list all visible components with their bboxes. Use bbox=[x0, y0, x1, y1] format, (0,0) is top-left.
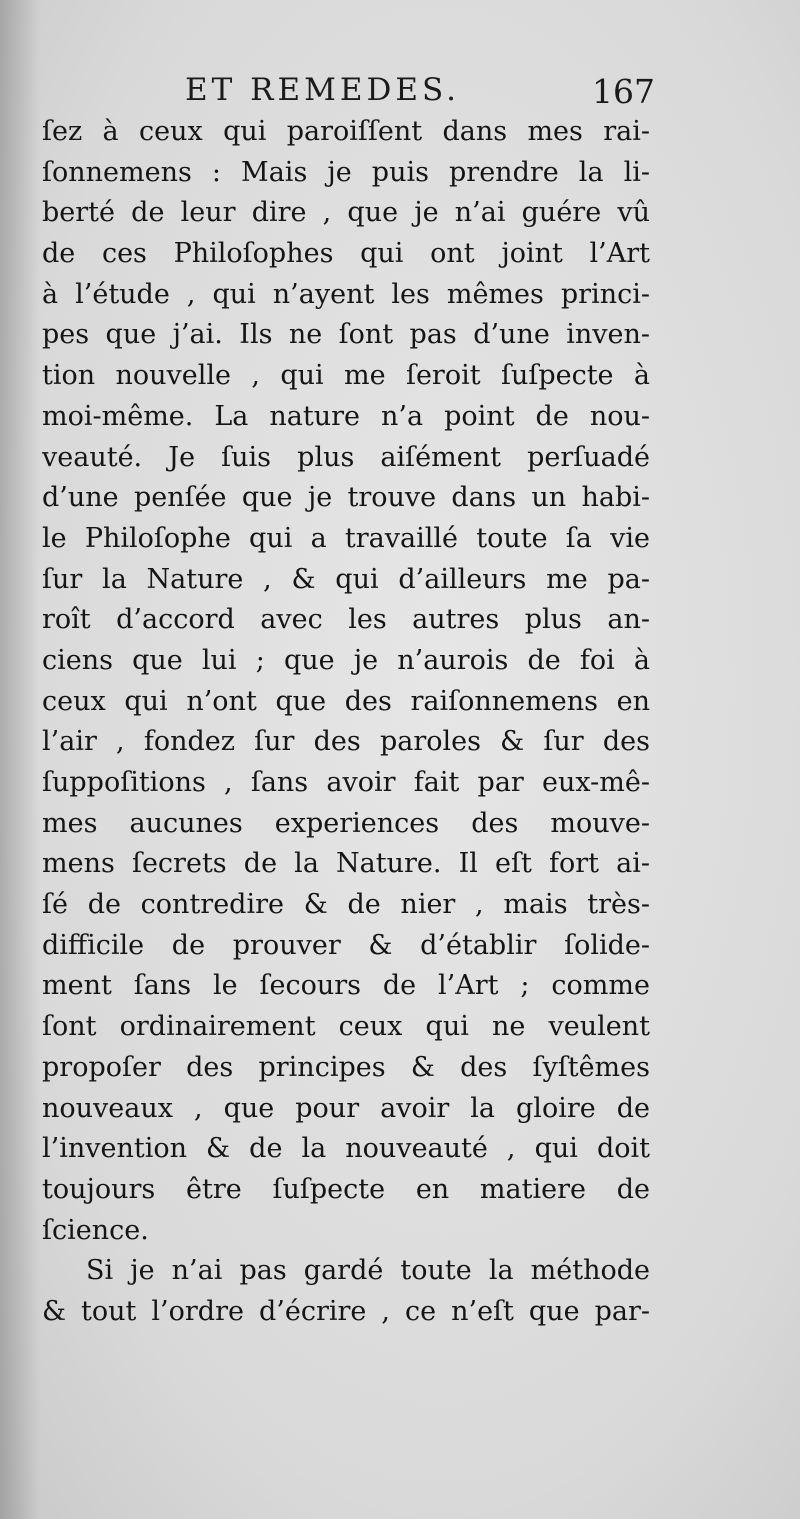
text-line: le Philoſophe qui a travaillé toute ſa vie bbox=[42, 522, 650, 554]
text-line: mes aucunes experiences des mouve- bbox=[42, 807, 650, 839]
text-line: toujours être ſuſpecte en matiere de bbox=[42, 1173, 650, 1205]
text-line: ſuppoſitions , ſans avoir fait par eux-mê- bbox=[42, 767, 650, 798]
text-line: pes que j’ai. Ils ne ſont pas d’une inven- bbox=[42, 319, 650, 351]
text-line: veauté. Je ſuis plus aiſément perſuadé bbox=[42, 441, 650, 473]
text-line: de ces Philoſophes qui ont joint l’Art bbox=[42, 238, 650, 270]
text-line: nouveaux , que pour avoir la gloire de bbox=[42, 1092, 650, 1124]
paragraph-start-line: Si je n’ai pas gardé toute la méthode bbox=[86, 1255, 650, 1287]
text-line: mens ſecrets de la Nature. Il eſt fort ai- bbox=[42, 848, 650, 880]
page-header bbox=[185, 72, 655, 116]
text-line: d’une penſée que je trouve dans un habi- bbox=[42, 482, 650, 514]
text-line: ciens que lui ; que je n’aurois de foi à bbox=[42, 644, 650, 676]
text-line: roît d’accord avec les autres plus an- bbox=[42, 604, 650, 636]
gutter-shadow bbox=[0, 0, 40, 1519]
text-line: difficile de prouver & d’établir ſolide- bbox=[42, 929, 650, 961]
text-line: propoſer des principes & des ſyſtêmes bbox=[42, 1051, 650, 1083]
paragraph-end-line: ſcience. bbox=[42, 1214, 149, 1246]
running-head: ET REMEDES. bbox=[185, 72, 460, 108]
text-line: ſonnemens : Mais je puis prendre la li- bbox=[42, 156, 650, 188]
text-line: à l’étude , qui n’ayent les mêmes princi- bbox=[42, 278, 650, 310]
body-text bbox=[42, 112, 650, 1333]
text-line: berté de leur dire , que je n’ai guére vû bbox=[42, 197, 650, 229]
text-line: ſez à ceux qui paroiſſent dans mes rai- bbox=[42, 116, 650, 147]
text-line: ceux qui n’ont que des raiſonnemens en bbox=[42, 685, 650, 717]
text-line: moi-même. La nature n’a point de nou- bbox=[42, 400, 650, 432]
text-line: l’air , fondez ſur des paroles & ſur des bbox=[42, 726, 650, 758]
text-line: ſur la Nature , & qui d’ailleurs me pa- bbox=[42, 563, 650, 595]
text-line: l’invention & de la nouveauté , qui doit bbox=[42, 1133, 650, 1165]
text-line: ſé de contredire & de nier , mais très- bbox=[42, 889, 650, 921]
text-line: ſont ordinairement ceux qui ne veulent bbox=[42, 1011, 650, 1043]
text-line: tion nouvelle , qui me ſeroit ſuſpecte à bbox=[42, 360, 650, 392]
text-line: & tout l’ordre d’écrire , ce n’eſt que par- bbox=[42, 1295, 650, 1327]
text-line: ment ſans le ſecours de l’Art ; comme bbox=[42, 970, 650, 1002]
page-number: 167 bbox=[592, 72, 655, 111]
